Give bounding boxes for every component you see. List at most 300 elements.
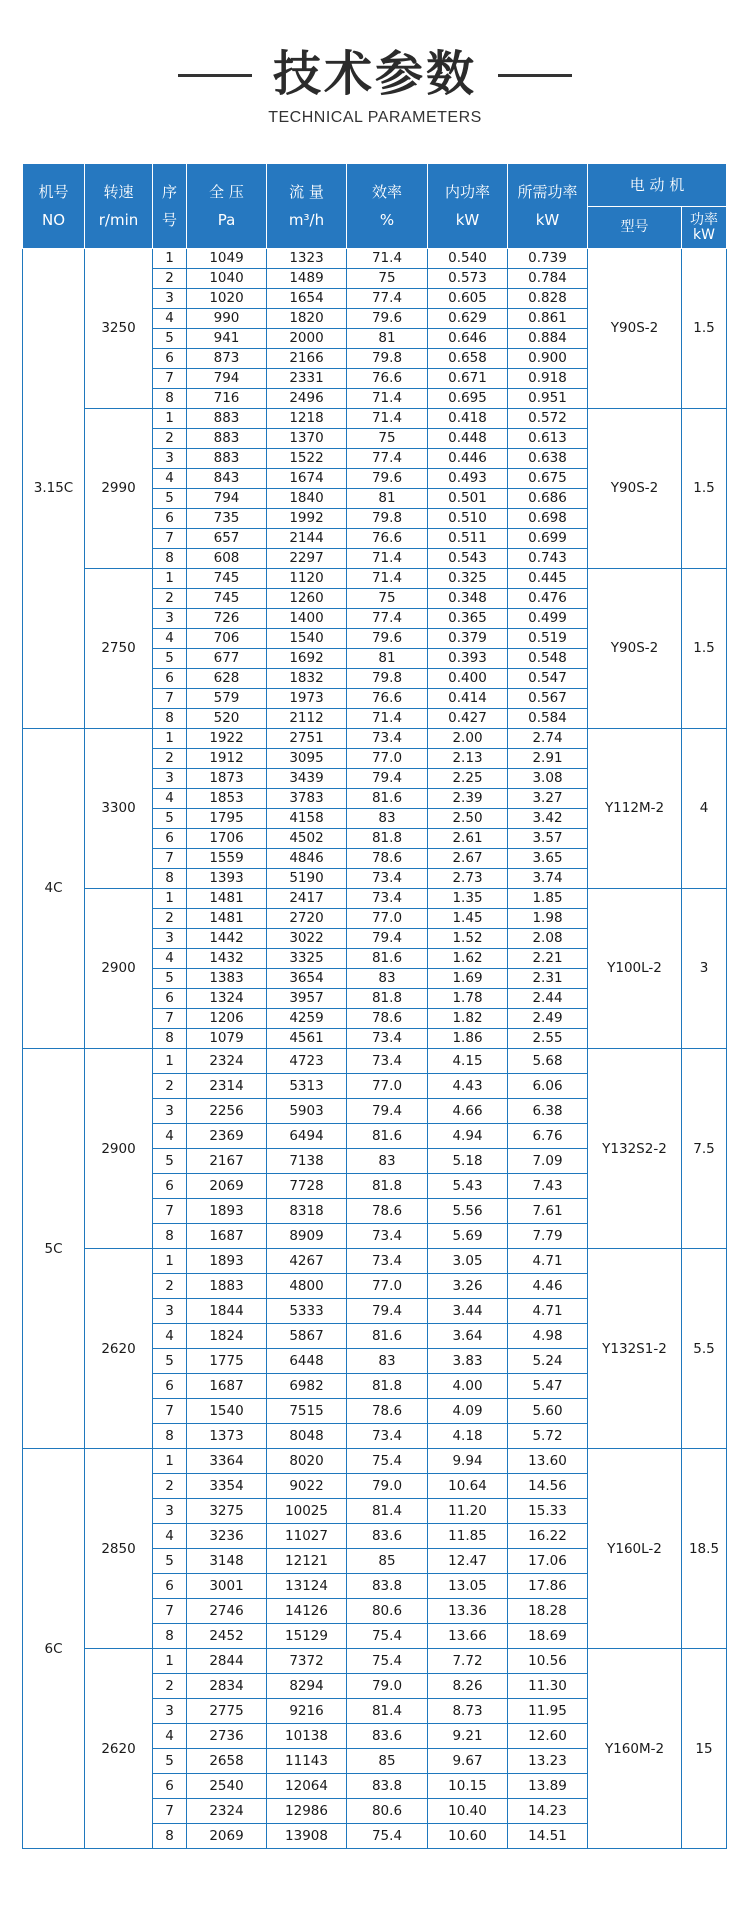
seq-cell: 2 — [153, 909, 187, 929]
seq-cell: 8 — [153, 549, 187, 569]
model-number-cell: 5C — [23, 1049, 85, 1449]
seq-cell: 7 — [153, 529, 187, 549]
required_power-cell: 2.31 — [508, 969, 588, 989]
table-row — [23, 569, 727, 589]
seq-cell: 1 — [153, 569, 187, 589]
pressure-cell: 3001 — [187, 1574, 267, 1599]
inner_power-cell: 5.18 — [428, 1149, 508, 1174]
table-row — [23, 1249, 727, 1274]
seq-cell: 2 — [153, 749, 187, 769]
pressure-cell: 1893 — [187, 1249, 267, 1274]
flow-cell: 11143 — [267, 1749, 347, 1774]
efficiency-cell: 71.4 — [347, 549, 428, 569]
pressure-cell: 2324 — [187, 1049, 267, 1074]
required_power-cell: 6.38 — [508, 1099, 588, 1124]
efficiency-cell: 76.6 — [347, 529, 428, 549]
required_power-cell: 0.476 — [508, 589, 588, 609]
seq-cell: 2 — [153, 269, 187, 289]
page-title: 技术参数 — [272, 46, 477, 102]
pressure-cell: 873 — [187, 349, 267, 369]
efficiency-cell: 73.4 — [347, 1049, 428, 1074]
header-speed-cn: 转速 — [103, 183, 134, 201]
seq-cell: 8 — [153, 1224, 187, 1249]
flow-cell: 3654 — [267, 969, 347, 989]
required_power-cell: 1.85 — [508, 889, 588, 909]
flow-cell: 4561 — [267, 1029, 347, 1049]
header-pressure-cn: 全 压 — [209, 183, 244, 201]
seq-cell: 6 — [153, 349, 187, 369]
inner_power-cell: 1.78 — [428, 989, 508, 1009]
inner_power-cell: 0.671 — [428, 369, 508, 389]
seq-cell: 1 — [153, 1049, 187, 1074]
pressure-cell: 1324 — [187, 989, 267, 1009]
seq-cell: 5 — [153, 329, 187, 349]
pressure-cell: 2746 — [187, 1599, 267, 1624]
inner_power-cell: 4.43 — [428, 1074, 508, 1099]
efficiency-cell: 83.8 — [347, 1574, 428, 1599]
inner_power-cell: 3.26 — [428, 1274, 508, 1299]
efficiency-cell: 83.6 — [347, 1724, 428, 1749]
efficiency-cell: 76.6 — [347, 369, 428, 389]
flow-cell: 4800 — [267, 1274, 347, 1299]
efficiency-cell: 81 — [347, 649, 428, 669]
efficiency-cell: 71.4 — [347, 249, 428, 269]
flow-cell: 1370 — [267, 429, 347, 449]
flow-cell: 3957 — [267, 989, 347, 1009]
pressure-cell: 1795 — [187, 809, 267, 829]
required_power-cell: 0.499 — [508, 609, 588, 629]
pressure-cell: 1206 — [187, 1009, 267, 1029]
pressure-cell: 716 — [187, 389, 267, 409]
pressure-cell: 1393 — [187, 869, 267, 889]
pressure-cell: 628 — [187, 669, 267, 689]
inner_power-cell: 1.62 — [428, 949, 508, 969]
motor-power-cell: 5.5 — [682, 1249, 727, 1449]
motor-power-cell: 4 — [682, 729, 727, 889]
flow-cell: 4723 — [267, 1049, 347, 1074]
pressure-cell: 1893 — [187, 1199, 267, 1224]
required_power-cell: 3.08 — [508, 769, 588, 789]
seq-cell: 3 — [153, 1699, 187, 1724]
efficiency-cell: 79.6 — [347, 309, 428, 329]
inner_power-cell: 0.540 — [428, 249, 508, 269]
pressure-cell: 990 — [187, 309, 267, 329]
header-speed-unit: r/min — [98, 211, 139, 229]
pressure-cell: 726 — [187, 609, 267, 629]
pressure-cell: 1775 — [187, 1349, 267, 1374]
seq-cell: 7 — [153, 689, 187, 709]
efficiency-cell: 81.8 — [347, 1174, 428, 1199]
header-flow-unit: m³/h — [288, 211, 325, 229]
inner_power-cell: 0.605 — [428, 289, 508, 309]
inner_power-cell: 5.69 — [428, 1224, 508, 1249]
required_power-cell: 17.86 — [508, 1574, 588, 1599]
flow-cell: 4158 — [267, 809, 347, 829]
header-speed — [85, 164, 153, 249]
flow-cell: 7372 — [267, 1649, 347, 1674]
seq-cell: 3 — [153, 1499, 187, 1524]
flow-cell: 5313 — [267, 1074, 347, 1099]
required_power-cell: 11.30 — [508, 1674, 588, 1699]
seq-cell: 8 — [153, 1029, 187, 1049]
flow-cell: 3095 — [267, 749, 347, 769]
pressure-cell: 2834 — [187, 1674, 267, 1699]
required_power-cell: 0.784 — [508, 269, 588, 289]
efficiency-cell: 73.4 — [347, 1029, 428, 1049]
efficiency-cell: 81.4 — [347, 1699, 428, 1724]
seq-cell: 1 — [153, 889, 187, 909]
inner_power-cell: 0.348 — [428, 589, 508, 609]
efficiency-cell: 77.0 — [347, 909, 428, 929]
parameters-table — [22, 163, 727, 1849]
header-efficiency — [347, 164, 428, 249]
flow-cell: 12986 — [267, 1799, 347, 1824]
inner_power-cell: 0.501 — [428, 489, 508, 509]
seq-cell: 1 — [153, 1449, 187, 1474]
inner_power-cell: 2.00 — [428, 729, 508, 749]
seq-cell: 1 — [153, 249, 187, 269]
flow-cell: 4267 — [267, 1249, 347, 1274]
header-flow-cn: 流 量 — [289, 183, 324, 201]
seq-cell: 5 — [153, 1549, 187, 1574]
required_power-cell: 0.638 — [508, 449, 588, 469]
seq-cell: 7 — [153, 1599, 187, 1624]
pressure-cell: 1540 — [187, 1399, 267, 1424]
flow-cell: 14126 — [267, 1599, 347, 1624]
flow-cell: 15129 — [267, 1624, 347, 1649]
required_power-cell: 7.43 — [508, 1174, 588, 1199]
pressure-cell: 520 — [187, 709, 267, 729]
pressure-cell: 2540 — [187, 1774, 267, 1799]
efficiency-cell: 71.4 — [347, 409, 428, 429]
flow-cell: 1260 — [267, 589, 347, 609]
efficiency-cell: 79.8 — [347, 669, 428, 689]
required_power-cell: 13.60 — [508, 1449, 588, 1474]
table-row — [23, 889, 727, 909]
required_power-cell: 4.46 — [508, 1274, 588, 1299]
speed-cell: 2990 — [85, 409, 153, 569]
efficiency-cell: 73.4 — [347, 1224, 428, 1249]
seq-cell: 4 — [153, 629, 187, 649]
pressure-cell: 2658 — [187, 1749, 267, 1774]
efficiency-cell: 83 — [347, 809, 428, 829]
motor-power-cell: 7.5 — [682, 1049, 727, 1249]
header-efficiency-cn: 效率 — [371, 183, 402, 201]
seq-cell: 2 — [153, 589, 187, 609]
flow-cell: 2331 — [267, 369, 347, 389]
flow-cell: 1674 — [267, 469, 347, 489]
efficiency-cell: 81.6 — [347, 1124, 428, 1149]
speed-cell: 2620 — [85, 1249, 153, 1449]
flow-cell: 7728 — [267, 1174, 347, 1199]
required_power-cell: 0.698 — [508, 509, 588, 529]
flow-cell: 4259 — [267, 1009, 347, 1029]
motor-type-cell: Y90S-2 — [588, 409, 682, 569]
table-row — [23, 249, 727, 269]
required_power-cell: 0.686 — [508, 489, 588, 509]
flow-cell: 12064 — [267, 1774, 347, 1799]
pressure-cell: 2167 — [187, 1149, 267, 1174]
pressure-cell: 1432 — [187, 949, 267, 969]
required_power-cell: 13.89 — [508, 1774, 588, 1799]
flow-cell: 1522 — [267, 449, 347, 469]
inner_power-cell: 0.629 — [428, 309, 508, 329]
inner_power-cell: 0.510 — [428, 509, 508, 529]
motor-power-cell: 1.5 — [682, 249, 727, 409]
efficiency-cell: 83 — [347, 969, 428, 989]
required_power-cell: 5.47 — [508, 1374, 588, 1399]
inner_power-cell: 0.695 — [428, 389, 508, 409]
flow-cell: 2417 — [267, 889, 347, 909]
pressure-cell: 745 — [187, 589, 267, 609]
pressure-cell: 883 — [187, 409, 267, 429]
pressure-cell: 3148 — [187, 1549, 267, 1574]
efficiency-cell: 79.8 — [347, 509, 428, 529]
pressure-cell: 1687 — [187, 1374, 267, 1399]
flow-cell: 1120 — [267, 569, 347, 589]
seq-cell: 5 — [153, 969, 187, 989]
inner_power-cell: 0.511 — [428, 529, 508, 549]
flow-cell: 1973 — [267, 689, 347, 709]
header-model — [23, 164, 85, 249]
efficiency-cell: 73.4 — [347, 1249, 428, 1274]
pressure-cell: 1824 — [187, 1324, 267, 1349]
inner_power-cell: 1.45 — [428, 909, 508, 929]
inner_power-cell: 0.414 — [428, 689, 508, 709]
flow-cell: 5867 — [267, 1324, 347, 1349]
motor-type-cell: Y90S-2 — [588, 569, 682, 729]
header-model-en: NO — [41, 211, 66, 229]
pressure-cell: 2314 — [187, 1074, 267, 1099]
seq-cell: 7 — [153, 849, 187, 869]
efficiency-cell: 77.0 — [347, 1274, 428, 1299]
required_power-cell: 5.72 — [508, 1424, 588, 1449]
flow-cell: 1992 — [267, 509, 347, 529]
flow-cell: 2166 — [267, 349, 347, 369]
efficiency-cell: 79.4 — [347, 1299, 428, 1324]
inner_power-cell: 2.73 — [428, 869, 508, 889]
seq-cell: 2 — [153, 1274, 187, 1299]
inner_power-cell: 10.64 — [428, 1474, 508, 1499]
flow-cell: 3439 — [267, 769, 347, 789]
pressure-cell: 608 — [187, 549, 267, 569]
pressure-cell: 579 — [187, 689, 267, 709]
pressure-cell: 1020 — [187, 289, 267, 309]
inner_power-cell: 10.60 — [428, 1824, 508, 1849]
required_power-cell: 3.65 — [508, 849, 588, 869]
required_power-cell: 0.567 — [508, 689, 588, 709]
efficiency-cell: 78.6 — [347, 1399, 428, 1424]
pressure-cell: 1706 — [187, 829, 267, 849]
seq-cell: 6 — [153, 1774, 187, 1799]
flow-cell: 8318 — [267, 1199, 347, 1224]
pressure-cell: 1049 — [187, 249, 267, 269]
required_power-cell: 0.828 — [508, 289, 588, 309]
efficiency-cell: 85 — [347, 1549, 428, 1574]
model-number-cell: 3.15C — [23, 249, 85, 729]
table-row — [23, 1049, 727, 1074]
pressure-cell: 1883 — [187, 1274, 267, 1299]
required_power-cell: 2.21 — [508, 949, 588, 969]
flow-cell: 6494 — [267, 1124, 347, 1149]
required_power-cell: 0.519 — [508, 629, 588, 649]
seq-cell: 7 — [153, 1799, 187, 1824]
pressure-cell: 2452 — [187, 1624, 267, 1649]
header-seq-cn1: 序 — [161, 183, 177, 201]
pressure-cell: 706 — [187, 629, 267, 649]
efficiency-cell: 79.6 — [347, 629, 428, 649]
inner_power-cell: 7.72 — [428, 1649, 508, 1674]
pressure-cell: 883 — [187, 449, 267, 469]
seq-cell: 4 — [153, 789, 187, 809]
flow-cell: 1218 — [267, 409, 347, 429]
motor-power-cell: 18.5 — [682, 1449, 727, 1649]
efficiency-cell: 73.4 — [347, 1424, 428, 1449]
header-pressure — [187, 164, 267, 249]
required_power-cell: 14.51 — [508, 1824, 588, 1849]
efficiency-cell: 81 — [347, 329, 428, 349]
header-required-power — [508, 164, 588, 249]
seq-cell: 6 — [153, 829, 187, 849]
pressure-cell: 2369 — [187, 1124, 267, 1149]
seq-cell: 3 — [153, 1299, 187, 1324]
header-required-power-unit: kW — [535, 211, 560, 229]
efficiency-cell: 83.6 — [347, 1524, 428, 1549]
efficiency-cell: 71.4 — [347, 389, 428, 409]
inner_power-cell: 4.94 — [428, 1124, 508, 1149]
required_power-cell: 5.60 — [508, 1399, 588, 1424]
inner_power-cell: 4.09 — [428, 1399, 508, 1424]
inner_power-cell: 1.52 — [428, 929, 508, 949]
required_power-cell: 0.861 — [508, 309, 588, 329]
required_power-cell: 15.33 — [508, 1499, 588, 1524]
seq-cell: 4 — [153, 309, 187, 329]
flow-cell: 8909 — [267, 1224, 347, 1249]
required_power-cell: 4.71 — [508, 1249, 588, 1274]
required_power-cell: 0.548 — [508, 649, 588, 669]
header-required-power-cn: 所需功率 — [517, 183, 578, 201]
flow-cell: 8294 — [267, 1674, 347, 1699]
seq-cell: 3 — [153, 1099, 187, 1124]
header-motor: 电 动 机 — [588, 164, 727, 207]
pressure-cell: 3354 — [187, 1474, 267, 1499]
inner_power-cell: 0.446 — [428, 449, 508, 469]
efficiency-cell: 83.8 — [347, 1774, 428, 1799]
pressure-cell: 1559 — [187, 849, 267, 869]
efficiency-cell: 79.0 — [347, 1674, 428, 1699]
seq-cell: 1 — [153, 1249, 187, 1274]
efficiency-cell: 79.8 — [347, 349, 428, 369]
pressure-cell: 794 — [187, 489, 267, 509]
required_power-cell: 0.613 — [508, 429, 588, 449]
required_power-cell: 0.884 — [508, 329, 588, 349]
efficiency-cell: 71.4 — [347, 709, 428, 729]
inner_power-cell: 3.64 — [428, 1324, 508, 1349]
seq-cell: 2 — [153, 1674, 187, 1699]
inner_power-cell: 8.26 — [428, 1674, 508, 1699]
seq-cell: 4 — [153, 1324, 187, 1349]
seq-cell: 7 — [153, 369, 187, 389]
motor-power-cell: 1.5 — [682, 409, 727, 569]
inner_power-cell: 2.39 — [428, 789, 508, 809]
efficiency-cell: 79.4 — [347, 929, 428, 949]
flow-cell: 1400 — [267, 609, 347, 629]
efficiency-cell: 75.4 — [347, 1449, 428, 1474]
required_power-cell: 11.95 — [508, 1699, 588, 1724]
inner_power-cell: 1.69 — [428, 969, 508, 989]
required_power-cell: 17.06 — [508, 1549, 588, 1574]
seq-cell: 2 — [153, 1474, 187, 1499]
motor-power-cell: 3 — [682, 889, 727, 1049]
efficiency-cell: 73.4 — [347, 869, 428, 889]
efficiency-cell: 78.6 — [347, 1009, 428, 1029]
pressure-cell: 1853 — [187, 789, 267, 809]
required_power-cell: 14.23 — [508, 1799, 588, 1824]
efficiency-cell: 78.6 — [347, 849, 428, 869]
pressure-cell: 657 — [187, 529, 267, 549]
header-inner-power-unit: kW — [455, 211, 480, 229]
efficiency-cell: 77.4 — [347, 609, 428, 629]
table-row — [23, 729, 727, 749]
efficiency-cell: 75.4 — [347, 1649, 428, 1674]
motor-type-cell: Y132S1-2 — [588, 1249, 682, 1449]
required_power-cell: 4.71 — [508, 1299, 588, 1324]
pressure-cell: 2775 — [187, 1699, 267, 1724]
inner_power-cell: 1.86 — [428, 1029, 508, 1049]
speed-cell: 2620 — [85, 1649, 153, 1849]
header-seq — [153, 164, 187, 249]
seq-cell: 8 — [153, 389, 187, 409]
efficiency-cell: 71.4 — [347, 569, 428, 589]
efficiency-cell: 79.4 — [347, 1099, 428, 1124]
required_power-cell: 0.739 — [508, 249, 588, 269]
seq-cell: 1 — [153, 409, 187, 429]
required_power-cell: 10.56 — [508, 1649, 588, 1674]
page-subtitle: TECHNICAL PARAMETERS — [268, 109, 482, 126]
inner_power-cell: 0.493 — [428, 469, 508, 489]
required_power-cell: 3.42 — [508, 809, 588, 829]
pressure-cell: 1481 — [187, 909, 267, 929]
efficiency-cell: 73.4 — [347, 729, 428, 749]
pressure-cell: 1922 — [187, 729, 267, 749]
inner_power-cell: 0.365 — [428, 609, 508, 629]
required_power-cell: 4.98 — [508, 1324, 588, 1349]
inner_power-cell: 5.43 — [428, 1174, 508, 1199]
efficiency-cell: 77.0 — [347, 749, 428, 769]
flow-cell: 9216 — [267, 1699, 347, 1724]
efficiency-cell: 80.6 — [347, 1799, 428, 1824]
header-motor-power-label: 功率 — [690, 211, 718, 228]
pressure-cell: 3236 — [187, 1524, 267, 1549]
pressure-cell: 1442 — [187, 929, 267, 949]
required_power-cell: 2.74 — [508, 729, 588, 749]
required_power-cell: 12.60 — [508, 1724, 588, 1749]
seq-cell: 4 — [153, 1124, 187, 1149]
flow-cell: 1832 — [267, 669, 347, 689]
required_power-cell: 18.28 — [508, 1599, 588, 1624]
flow-cell: 2000 — [267, 329, 347, 349]
pressure-cell: 735 — [187, 509, 267, 529]
inner_power-cell: 2.25 — [428, 769, 508, 789]
flow-cell: 1540 — [267, 629, 347, 649]
pressure-cell: 2069 — [187, 1174, 267, 1199]
pressure-cell: 1383 — [187, 969, 267, 989]
inner_power-cell: 4.00 — [428, 1374, 508, 1399]
flow-cell: 2144 — [267, 529, 347, 549]
seq-cell: 2 — [153, 429, 187, 449]
seq-cell: 6 — [153, 1174, 187, 1199]
flow-cell: 1692 — [267, 649, 347, 669]
